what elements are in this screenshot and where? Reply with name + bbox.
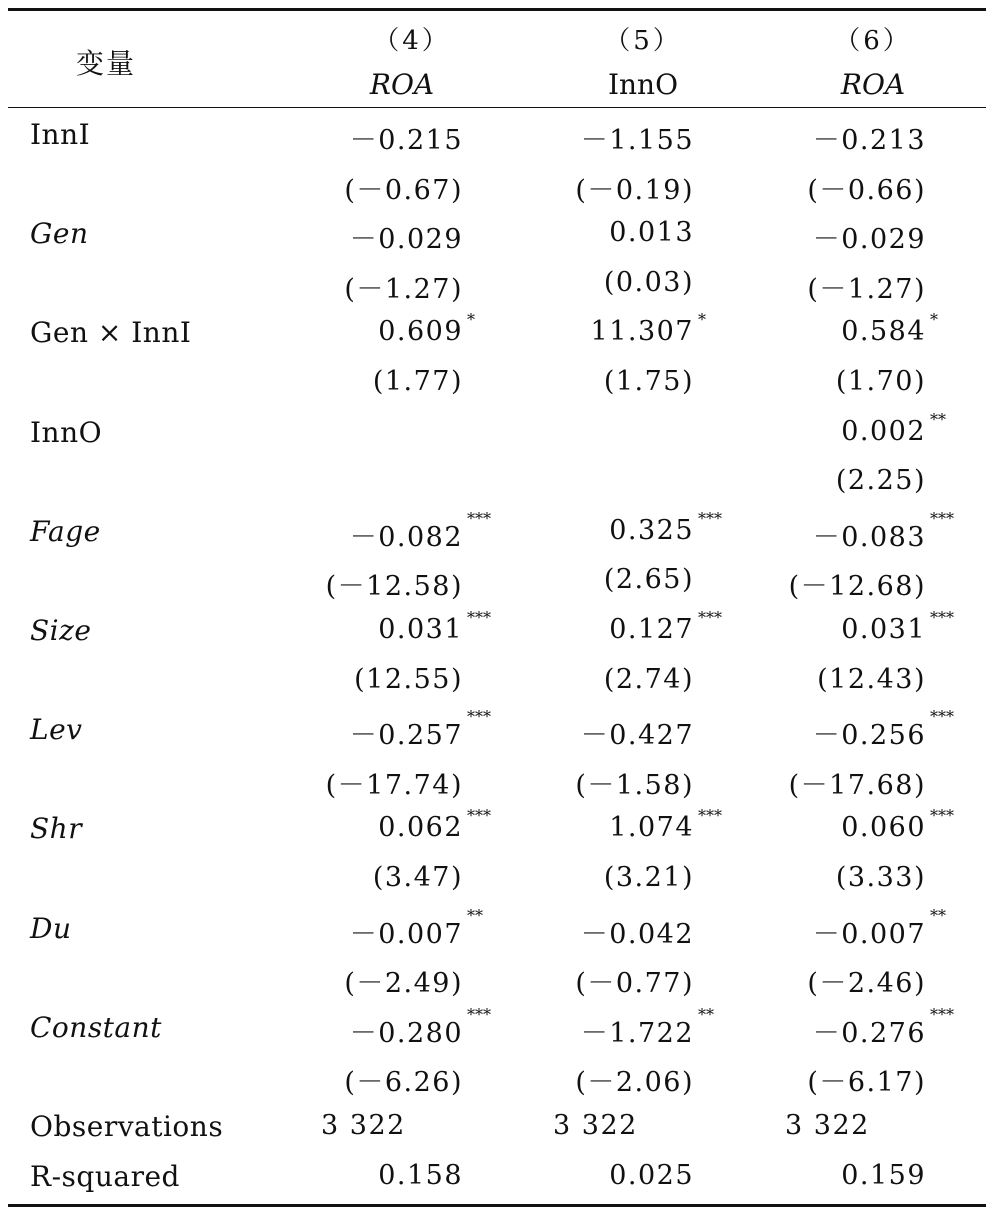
significance-stars: *** xyxy=(930,707,954,727)
coef-value: －0.276 *** xyxy=(812,1004,954,1049)
t-stat: (－6.17) xyxy=(807,1067,926,1099)
significance-stars: *** xyxy=(467,508,491,528)
t-stat: (12.55) xyxy=(354,663,463,695)
footer-value: 0.025 xyxy=(609,1159,694,1191)
t-stat: (2.74) xyxy=(603,663,694,695)
col-number-5: （5） xyxy=(604,26,682,56)
t-stat: (－2.46) xyxy=(807,968,926,1000)
coef-value: －0.256 *** xyxy=(812,707,954,752)
t-stat: (1.70) xyxy=(835,366,926,397)
coef-value: －0.029 xyxy=(812,224,926,256)
significance-stars: ** xyxy=(930,409,946,429)
significance-stars: *** xyxy=(467,1004,491,1024)
footer-value: 3 322 xyxy=(553,1110,638,1141)
coef-value: －1.722 ** xyxy=(580,1004,714,1049)
col-name-inno-5: InnO xyxy=(607,68,679,101)
coef-value: －0.042 xyxy=(580,918,694,950)
row-label: Fage xyxy=(30,514,101,548)
coef-value: －0.082 *** xyxy=(349,508,491,553)
t-stat: (12.43) xyxy=(817,663,926,695)
significance-stars: *** xyxy=(698,806,722,826)
t-stat: (3.33) xyxy=(835,862,926,893)
t-stat: (－17.74) xyxy=(325,769,463,801)
col-name-roa-4: ROA xyxy=(369,68,435,101)
footer-value: 3 322 xyxy=(785,1110,870,1141)
t-stat: (－1.27) xyxy=(807,273,926,305)
significance-stars: * xyxy=(467,310,475,330)
t-stat: (－17.68) xyxy=(788,769,926,801)
coef-value: －1.155 xyxy=(580,125,694,156)
coef-value: 11.307 * xyxy=(590,310,706,348)
col-name-roa-6: ROA xyxy=(840,68,906,101)
significance-stars: *** xyxy=(930,1004,954,1024)
significance-stars: * xyxy=(698,310,706,330)
t-stat: (0.03) xyxy=(603,266,694,298)
significance-stars: ** xyxy=(930,905,946,925)
t-stat: (－0.67) xyxy=(344,174,463,206)
t-stat: (－0.77) xyxy=(575,968,694,1000)
coef-value: －0.083 *** xyxy=(812,508,954,553)
significance-stars: ** xyxy=(467,905,483,925)
bottom-rule xyxy=(8,1204,986,1207)
coef-value: －0.280 *** xyxy=(349,1004,491,1049)
coef-value: 0.325 *** xyxy=(609,508,722,546)
t-stat: (1.77) xyxy=(372,366,463,397)
t-stat: (－1.58) xyxy=(575,769,694,801)
row-label: Lev xyxy=(30,713,83,747)
coef-value: －0.215 xyxy=(349,125,463,156)
coef-value: 0.031 *** xyxy=(841,608,954,645)
t-stat: (3.47) xyxy=(372,862,463,893)
coef-value: －0.213 xyxy=(812,125,926,156)
significance-stars: *** xyxy=(930,608,954,627)
coef-value: －0.029 xyxy=(349,224,463,256)
row-label: Gen xyxy=(30,217,89,251)
row-label: Gen × InnI xyxy=(30,316,192,350)
t-stat: (－12.58) xyxy=(325,571,463,603)
t-stat: (－0.66) xyxy=(807,174,926,206)
significance-stars: *** xyxy=(698,608,722,627)
coef-value: 0.002 ** xyxy=(841,409,946,447)
significance-stars: *** xyxy=(698,508,722,528)
t-stat: (3.21) xyxy=(603,862,694,893)
significance-stars: *** xyxy=(467,707,491,727)
coef-value: 0.609 * xyxy=(378,310,475,348)
coef-value: 0.127 *** xyxy=(609,608,722,645)
t-stat: (2.65) xyxy=(603,564,694,596)
t-stat: (－12.68) xyxy=(788,571,926,603)
coef-value: 0.031 *** xyxy=(378,608,491,645)
t-stat: (1.75) xyxy=(603,366,694,397)
significance-stars: *** xyxy=(467,806,491,826)
significance-stars: ** xyxy=(698,1004,714,1024)
t-stat: (－6.26) xyxy=(344,1067,463,1099)
coef-value: －0.257 *** xyxy=(349,707,491,752)
variable-header: 变量 xyxy=(76,47,137,80)
row-label: InnI xyxy=(30,118,91,151)
significance-stars: * xyxy=(930,310,938,330)
footer-value: 3 322 xyxy=(321,1110,406,1141)
t-stat: (2.25) xyxy=(835,465,926,497)
coef-value: 1.074 *** xyxy=(609,806,722,844)
col-number-6: （6） xyxy=(834,26,912,56)
significance-stars: *** xyxy=(467,608,491,627)
t-stat: (－1.27) xyxy=(344,273,463,305)
coef-value: 0.060 *** xyxy=(841,806,954,844)
t-stat: (－0.19) xyxy=(575,174,694,206)
row-label: Constant xyxy=(30,1010,162,1044)
t-stat: (－2.06) xyxy=(575,1067,694,1099)
t-stat: (－2.49) xyxy=(344,968,463,1000)
coef-value: －0.007 ** xyxy=(812,905,946,950)
footer-value: 0.159 xyxy=(841,1159,926,1191)
row-label: Size xyxy=(30,614,92,647)
coef-value: －0.427 xyxy=(580,720,694,752)
footer-label: Observations xyxy=(30,1110,224,1143)
footer-label: R-squared xyxy=(30,1159,180,1193)
coef-value: 0.584 * xyxy=(841,310,938,348)
header-rule xyxy=(8,107,986,108)
significance-stars: *** xyxy=(930,508,954,528)
coef-value: －0.007 ** xyxy=(349,905,483,950)
coef-value: 0.062 *** xyxy=(378,806,491,844)
significance-stars: *** xyxy=(930,806,954,826)
footer-value: 0.158 xyxy=(378,1159,463,1191)
row-label: InnO xyxy=(30,415,103,449)
coef-value: 0.013 xyxy=(609,217,694,249)
row-label: Du xyxy=(30,911,72,945)
row-label: Shr xyxy=(30,812,83,846)
top-rule xyxy=(8,8,986,11)
col-number-4: （4） xyxy=(373,26,451,56)
